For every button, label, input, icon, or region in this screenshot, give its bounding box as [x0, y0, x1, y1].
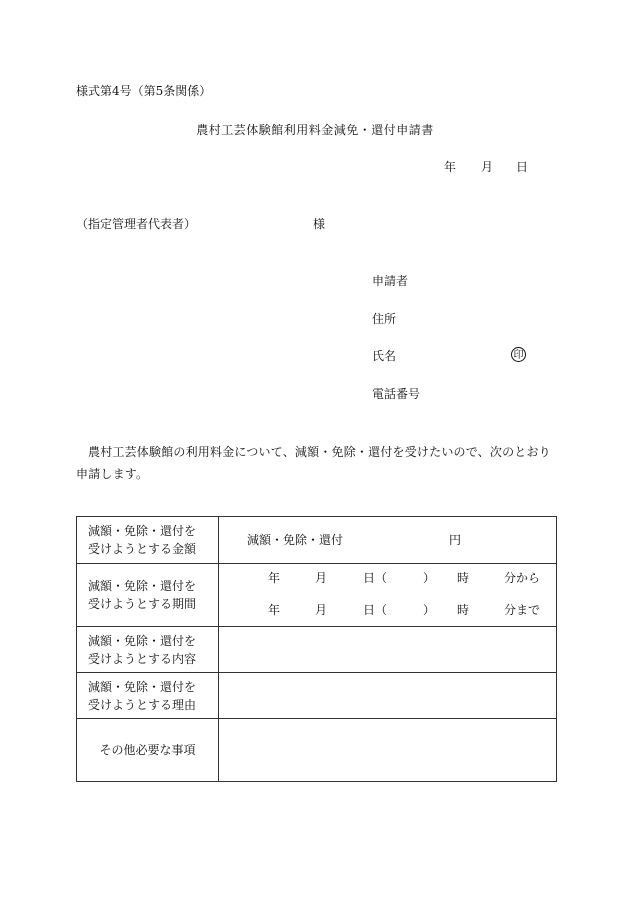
- period-from-label: 分から: [504, 571, 541, 585]
- date-day-label: 日: [516, 160, 529, 174]
- content-label-cell: [77, 627, 219, 673]
- date-month-label: 月: [481, 160, 494, 174]
- content-value-cell: [219, 627, 557, 673]
- other-value-cell: [219, 719, 557, 782]
- application-statement: 農村工芸体験館の利用料金について、減額・免除・還付を受けたいので、次のとおり申請します。: [76, 445, 551, 481]
- table-row: [77, 517, 557, 564]
- applicant-heading: 申請者: [372, 274, 409, 288]
- period-value-cell: [219, 564, 557, 627]
- seal-mark: 印: [511, 347, 526, 362]
- reason-label-line2: 受けようとする理由: [88, 697, 197, 712]
- reason-value-cell: [219, 673, 557, 719]
- period-label-line2: 受けようとする期間: [88, 597, 197, 611]
- document-title: 農村工芸体験館利用料金減免・還付申請書: [196, 123, 434, 137]
- period-to-hour: 時: [457, 603, 470, 617]
- period-to-year: 年: [268, 603, 281, 617]
- period-label-line1: 減額・免除・還付を: [88, 579, 197, 593]
- period-from-month: 月: [315, 571, 328, 585]
- table-row: [77, 564, 557, 627]
- period-from-day: 日（ ）: [363, 571, 436, 585]
- period-from-year: 年: [268, 571, 281, 585]
- amount-value-cell: [219, 517, 557, 564]
- recipient-label: （指定管理者代表者）: [76, 217, 197, 231]
- honorific-label: 様: [313, 217, 326, 231]
- amount-label-line2: 受けようとする金額: [88, 542, 197, 556]
- name-label: 氏名: [372, 349, 397, 363]
- amount-label-line1: 減額・免除・還付を: [88, 524, 197, 538]
- period-from-hour: 時: [457, 571, 470, 585]
- amount-label-cell: [77, 517, 219, 564]
- table-row: [77, 673, 557, 719]
- period-label-cell: [77, 564, 219, 627]
- content-label-line2: 受けようとする内容: [88, 651, 197, 666]
- reason-label-cell: [77, 673, 219, 719]
- reason-label-line1: 減額・免除・還付を: [88, 679, 197, 694]
- other-label: その他必要な事項: [99, 743, 196, 757]
- application-table: [76, 516, 557, 782]
- date-year-label: 年: [444, 160, 457, 174]
- amount-unit: 円: [449, 533, 462, 547]
- other-label-cell: [77, 719, 219, 782]
- amount-prefix: 減額・免除・還付: [247, 533, 344, 547]
- period-to-month: 月: [315, 603, 328, 617]
- table-row: [77, 627, 557, 673]
- form-number-label: 様式第4号（第5条関係）: [76, 84, 212, 98]
- address-label: 住所: [372, 312, 397, 326]
- table-row: [77, 719, 557, 782]
- content-label-line1: 減額・免除・還付を: [88, 633, 197, 648]
- period-to-label: 分まで: [504, 603, 541, 617]
- phone-label: 電話番号: [372, 387, 421, 401]
- period-to-day: 日（ ）: [363, 603, 436, 617]
